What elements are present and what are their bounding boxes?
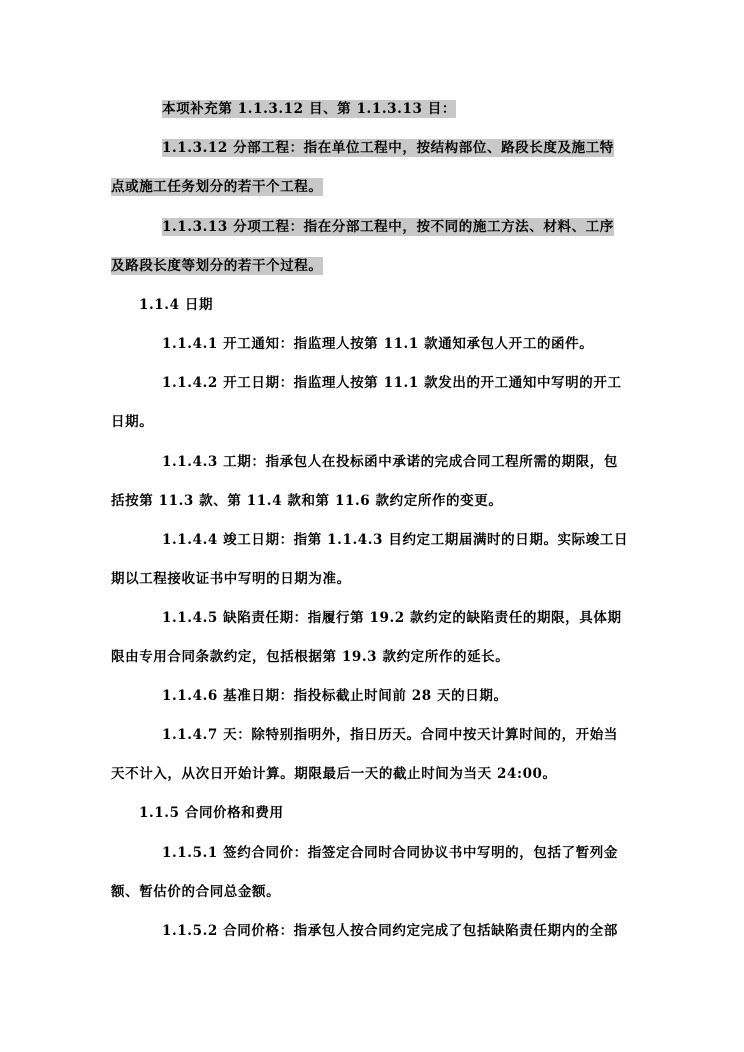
section-heading-dates: 1.1.4 日期 xyxy=(139,297,214,313)
para-1144-first-line: 1.1.4.4 竣工日期：指第 1.1.4.3 目约定工期届满时的日期。实际竣工日 xyxy=(162,532,629,548)
para-1142-cont-line: 日期。 xyxy=(111,414,154,430)
para-1151-cont-line: 额、暂估价的合同总金额。 xyxy=(111,884,281,900)
para-1145-cont-line: 限由专用合同条款约定，包括根据第 19.3 款约定所作的延长。 xyxy=(111,649,510,665)
para-1142-first-line: 1.1.4.2 开工日期：指监理人按第 11.1 款发出的开工通知中写明的开工 xyxy=(162,375,622,391)
para-1143-first-line: 1.1.4.3 工期：指承包人在投标函中承诺的完成合同工程所需的期限，包 xyxy=(162,454,618,470)
highlighted-text: 本项补充第 1.1.3.12 目、第 1.1.3.13 目： xyxy=(162,101,456,117)
para-3-cont-line xyxy=(111,256,323,276)
section-heading-price: 1.1.5 合同价格和费用 xyxy=(139,805,284,821)
para-1146-line: 1.1.4.6 基准日期：指投标截止时间前 28 天的日期。 xyxy=(162,688,508,704)
para-1-first-line xyxy=(162,99,456,119)
para-1144-cont-line: 期以工程接收证书中写明的日期为准。 xyxy=(111,571,351,587)
highlighted-text: 及路段长度等划分的若干个过程。 xyxy=(111,258,323,274)
para-1152-first-line: 1.1.5.2 合同价格：指承包人按合同约定完成了包括缺陷责任期内的全部 xyxy=(162,923,618,939)
para-1151-first-line: 1.1.5.1 签约合同价：指签定合同时合同协议书中写明的，包括了暂列金 xyxy=(162,845,618,861)
para-1143-cont-line: 括按第 11.3 款、第 11.4 款和第 11.6 款约定所作的变更。 xyxy=(111,493,503,509)
para-1145-first-line: 1.1.4.5 缺陷责任期：指履行第 19.2 款约定的缺陷责任的期限，具体期 xyxy=(162,610,622,626)
highlighted-text: 1.1.3.13 分项工程：指在分部工程中，按不同的施工方法、材料、工序 xyxy=(162,219,614,235)
para-3-first-line xyxy=(162,217,614,237)
para-1141-line: 1.1.4.1 开工通知：指监理人按第 11.1 款通知承包人开工的函件。 xyxy=(162,336,594,352)
highlighted-text: 1.1.3.12 分部工程：指在单位工程中，按结构部位、路段长度及施工特 xyxy=(162,140,614,156)
para-1147-first-line: 1.1.4.7 天：除特别指明外，指日历天。合同中按天计算时间的，开始当 xyxy=(162,727,618,743)
para-2-first-line xyxy=(162,138,614,158)
para-1147-cont-line: 天不计入，从次日开始计算。期限最后一天的截止时间为当天 24:00。 xyxy=(111,766,557,782)
para-2-cont-line xyxy=(111,177,323,197)
highlighted-text: 点或施工任务划分的若干个工程。 xyxy=(111,179,323,195)
